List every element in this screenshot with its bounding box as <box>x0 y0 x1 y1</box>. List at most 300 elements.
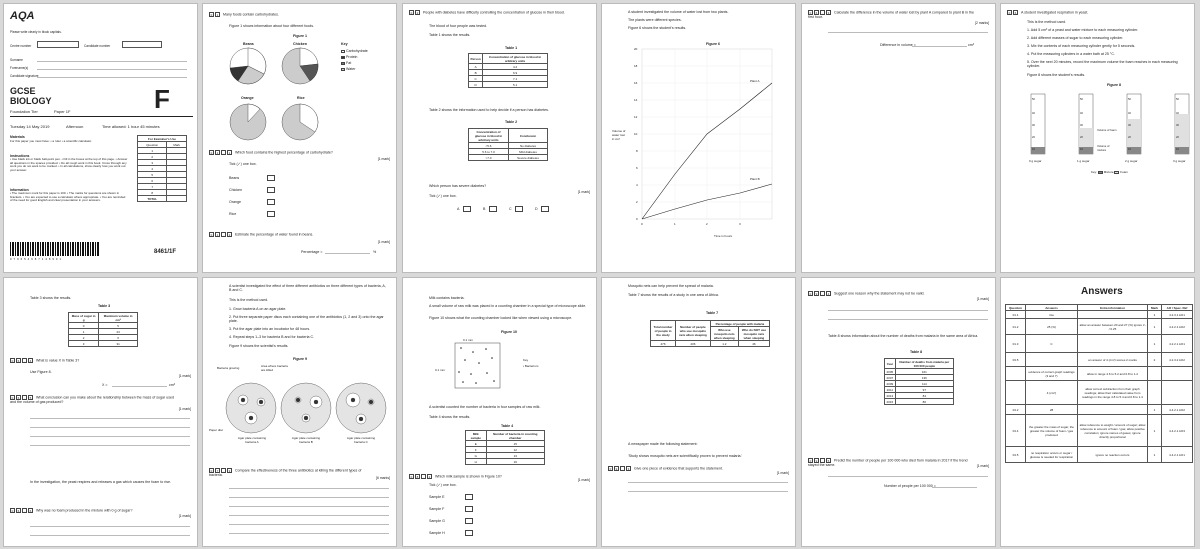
figure-title: Figure 8 <box>1107 83 1121 87</box>
table-title: Table 4 <box>501 424 514 428</box>
table-7 <box>650 320 770 347</box>
key-item: Water <box>346 67 356 71</box>
svg-text:30: 30 <box>1128 124 1131 127</box>
column-header: Number of deaths from malaria per 100 000 people <box>895 359 953 369</box>
method-step: 1. Add 5 cm³ of a yeast and water mixture to each measuring cylinder. <box>1027 28 1139 32</box>
cylinder-label: 2 g sugar <box>1125 159 1138 163</box>
intro-text: Milk contains bacteria. <box>429 296 465 300</box>
table-row: 3 31 <box>69 341 138 347</box>
key-item: Fat <box>346 61 352 65</box>
paper-label: Paper 1F <box>54 109 71 114</box>
table-title: Table 8 <box>910 350 923 354</box>
svg-text:50: 50 <box>1176 98 1179 101</box>
svg-text:16: 16 <box>634 81 638 85</box>
svg-text:20: 20 <box>1032 136 1035 139</box>
svg-text:10: 10 <box>1128 148 1131 151</box>
table-intro: Table 8 shows information about the number of deaths from malaria in the same area of Africa. <box>828 334 979 338</box>
marks: [1 mark] <box>776 471 789 475</box>
table-row: 2009 114 <box>885 381 954 387</box>
subject-gcse: GCSE <box>10 86 36 96</box>
time-allowed: Time allowed: 1 hour 45 minutes <box>102 124 160 129</box>
svg-text:30: 30 <box>1080 124 1083 127</box>
column-header: Number of bacteria in counting chamber <box>486 431 544 441</box>
question-text: Estimate the percentage of water found in beans. <box>235 232 314 237</box>
marks: [1 mark] <box>577 190 590 194</box>
question-number: 0 6 . 3 <box>809 11 830 15</box>
method-step: 3. Mix the contents of each measuring cylinder gently for 5 seconds. <box>1027 44 1136 48</box>
table-2 <box>468 128 548 161</box>
materials-heading: Materials <box>10 135 25 139</box>
centre-number-label: Centre number <box>10 44 32 48</box>
table-row: 2005 161 <box>885 369 954 375</box>
plant-a-label: Plant A <box>750 79 760 83</box>
table-3 <box>68 312 138 347</box>
examiner-row: 6 <box>138 178 167 184</box>
svg-text:30: 30 <box>1032 124 1035 127</box>
cylinder-label: 1 g sugar <box>1077 159 1090 163</box>
svg-text:20: 20 <box>634 47 638 51</box>
table-row: evidence of correct graph readings (3 and 7) allow in range 4.6 to 5.2 and 0.8 to 1.2 <box>1006 367 1193 381</box>
page-antibiotics <box>202 277 397 547</box>
table-row: 04.5 no respiration occurs or sugar / glucose is needed for respiration ignore no reaction occurs 1 4.4.2.1 AO1 <box>1006 447 1193 463</box>
option-label: B <box>483 207 486 211</box>
svg-text:40: 40 <box>1176 112 1179 115</box>
barcode <box>10 242 100 256</box>
figure-intro: Figure 9 shows the scientist's results. <box>229 344 289 348</box>
page-yeast <box>1000 3 1195 273</box>
percentage-answer[interactable] <box>325 253 370 254</box>
column-header: Maximum volume in cm³ <box>99 313 138 323</box>
information-heading: Information <box>10 188 29 192</box>
answer-line[interactable] <box>30 427 190 428</box>
question-number: 0 6 . 6 <box>11 509 32 513</box>
question-text: What is value X in Table 3? <box>36 358 80 363</box>
svg-text:50: 50 <box>1080 98 1083 101</box>
plate-label: Agar plate containing bacteria B <box>291 436 321 444</box>
option-box[interactable] <box>267 187 275 193</box>
svg-text:3: 3 <box>739 222 741 226</box>
question-number: 0 9 . 5 <box>809 459 830 463</box>
svg-text:0: 0 <box>641 222 643 226</box>
option-box[interactable] <box>465 494 473 500</box>
svg-text:40: 40 <box>1128 112 1131 115</box>
page-milk <box>402 277 597 547</box>
foam-label: Volume of foam <box>1097 128 1117 132</box>
table-row: 2007 136 <box>885 375 954 381</box>
column-header: Mass of sugar in g <box>69 313 99 323</box>
marks: [1 mark] <box>976 297 989 301</box>
svg-text:0: 0 <box>636 217 638 221</box>
examiner-row: 4 <box>138 166 167 172</box>
key-swatch <box>1098 171 1103 174</box>
svg-text:8: 8 <box>636 149 638 153</box>
answer-field[interactable] <box>932 487 977 488</box>
svg-text:50: 50 <box>1128 98 1131 101</box>
key-item: Carbohydrate <box>346 49 368 53</box>
page-diabetes <box>402 3 597 273</box>
svg-text:20: 20 <box>1128 136 1131 139</box>
intro-text: A scientist investigated the effect of three different antibiotics on three different types of bacteria, A, B and C. <box>229 284 386 292</box>
yeast-statement: In the investigation, the yeast respires and releases a gas which causes the foam to rise. <box>30 480 172 484</box>
column-header: Question <box>1006 305 1026 311</box>
table-row: 5.6 to 7.0 Mild diabetes <box>469 149 548 155</box>
mixture-label: Volume of mixture <box>1097 144 1110 152</box>
marks: [1 mark] <box>178 407 191 411</box>
svg-text:10: 10 <box>1176 148 1179 151</box>
page-malaria <box>801 277 996 547</box>
column-header: Who use mosquito nets when sleeping <box>710 327 738 341</box>
surname-field[interactable] <box>37 61 187 62</box>
answer-line[interactable] <box>229 515 389 516</box>
column-header: Number of people who use mosquito nets when sleeping <box>676 321 711 341</box>
method-step: 3. Put the agar plate into an incubator for 48 hours. <box>229 327 311 331</box>
table-8 <box>884 358 954 405</box>
column-header: Mark <box>1148 305 1162 311</box>
table-title: Table 1 <box>505 46 518 50</box>
x-unit: cm³ <box>169 383 175 387</box>
key-item: Protein <box>346 55 358 59</box>
intro-text: Mosquito nets can help prevent the spread of malaria. <box>628 284 714 288</box>
table-row: E 15 <box>466 441 545 447</box>
intro-text: The plants were different species. <box>628 18 682 22</box>
answer-line[interactable] <box>828 310 988 311</box>
table-4 <box>465 430 545 465</box>
method-step: 4. Repeat steps 1–3 for bacteria B and for bacteria C. <box>229 335 315 339</box>
question-number: 0 7 . 3 <box>210 469 231 473</box>
answer-line[interactable] <box>30 535 190 536</box>
svg-text:20: 20 <box>1080 136 1083 139</box>
column-header: Year <box>885 359 896 369</box>
option-label: Sample G <box>429 519 445 523</box>
svg-text:6: 6 <box>636 166 638 170</box>
examiner-mark-col: Mark <box>167 142 187 148</box>
x-answer[interactable] <box>112 386 167 387</box>
table-row: A 4.2 <box>469 64 548 70</box>
key-swatch <box>341 62 345 65</box>
option-label: Sample E <box>429 495 445 499</box>
intro-text: Many foods contain carbohydrates. <box>223 12 279 17</box>
column-header: Concentration of glucose in blood in arbitrary units <box>483 54 548 64</box>
question-text: Compare the effectiveness of the three antibiotics at killing the different types of bacteria. <box>209 468 362 477</box>
question-text: Give one piece of evidence that supports the statement. <box>634 466 723 471</box>
intro-text: People with diabetes have difficulty controlling the concentration of glucose in their blood. <box>423 10 565 15</box>
question-number: 0 6 . 4 <box>11 359 32 363</box>
marks: [2 marks] <box>975 21 989 25</box>
marks: [1 mark] <box>377 157 390 161</box>
question-text: Calculate the difference in the volume of water lost by plant A compared to plant B in the first hour. <box>808 10 974 19</box>
svg-text:10: 10 <box>1032 148 1035 151</box>
answers-title: Answers <box>1081 286 1123 297</box>
paper-code: 8461/1F <box>154 249 177 255</box>
column-header: Person <box>469 54 483 64</box>
tick-instruction: Tick (✓) one box. <box>429 194 457 198</box>
option-label: Sample F <box>429 507 445 511</box>
answer-line[interactable] <box>30 445 190 446</box>
paper-disc-label: Paper disc <box>209 428 224 432</box>
forenames-field[interactable] <box>37 69 187 70</box>
column-header: Total number of people in the study <box>651 321 676 341</box>
option-label: C <box>509 207 512 211</box>
answer-field[interactable] <box>912 46 967 47</box>
column-header: Concentration of glucose in blood in arbitrary units <box>469 129 509 143</box>
percentage-unit: % <box>373 250 377 254</box>
examiner-row: 8 <box>138 190 167 196</box>
surname-label: Surname <box>10 58 23 62</box>
option-label: A <box>457 207 460 211</box>
figure-intro: Figure 8 shows the student's results. <box>1027 73 1086 77</box>
table-row: B 6.9 <box>469 70 548 76</box>
answer-line[interactable] <box>229 524 389 525</box>
option-box[interactable] <box>515 206 523 212</box>
table-row: 2 X <box>69 335 138 341</box>
figure-title: Figure 6 <box>706 42 720 46</box>
block-capitals-prompt: Please write clearly in block capitals. <box>10 30 62 34</box>
svg-text:50: 50 <box>1032 98 1035 101</box>
marks: [1 mark] <box>178 374 191 378</box>
scale-label-top: 0.1 mm <box>463 338 474 342</box>
counting-chamber <box>403 278 597 408</box>
method-label: This is the method used. <box>1027 20 1067 24</box>
answer-label: Difference in volume = <box>880 43 916 47</box>
key-item: Mixture <box>1103 170 1114 174</box>
question-text: Why was no foam produced in the mixture with 0 g of sugar? <box>36 508 133 513</box>
method-step: 2. Put three separate paper discs each containing one of the antibiotics (1, 2 and 3) onto the agar plate. <box>229 315 384 323</box>
option-box[interactable] <box>463 206 471 212</box>
examiner-heading: For Examiner's Use <box>138 136 187 142</box>
column-header: Extra information <box>1078 305 1148 311</box>
question-text: What conclusion can you make about the relationship between the mass of sugar used and the volume of gas produced? <box>10 395 175 404</box>
water-loss-graph <box>602 4 796 244</box>
svg-text:40: 40 <box>1080 112 1083 115</box>
option-label: Beans <box>229 176 240 180</box>
examiner-table <box>137 135 187 202</box>
materials-text: For this paper you must have: • a ruler • a scientific calculator. <box>10 139 92 143</box>
newspaper-intro: A newspaper made the following statement: <box>628 442 698 446</box>
option-label: Rice <box>229 212 237 216</box>
page-water-loss <box>601 3 796 273</box>
table-title: Table 2 <box>505 120 518 124</box>
page-foods <box>202 3 397 273</box>
marks: [1 mark] <box>976 464 989 468</box>
intro-text: A student investigated respiration in yeast. <box>1021 10 1089 15</box>
answer-line[interactable] <box>30 526 190 527</box>
subject-biology: BIOLOGY <box>10 96 52 106</box>
cover-page <box>3 3 198 273</box>
table-intro: Table 4 shows the results. <box>429 415 471 419</box>
food-label: Beans <box>243 42 254 46</box>
column-header: AO / Spec. Ref <box>1162 305 1193 311</box>
option-box[interactable] <box>465 506 473 512</box>
option-box[interactable] <box>465 518 473 524</box>
table-row: 476 436 1.2 46 <box>651 341 770 347</box>
option-label: D <box>535 207 538 211</box>
table-row: 03.5 an answer of 4 (cm³) scores 2 marks 2 4.2.3.2 AO2 <box>1006 353 1193 367</box>
tick-instruction: Tick (✓) one box. <box>429 483 457 487</box>
pie-rice <box>282 104 318 140</box>
option-label: Orange <box>229 200 241 204</box>
table-row: 01.3 C 1 4.2.2.1 AO1 <box>1006 335 1193 353</box>
svg-text:20: 20 <box>1176 136 1179 139</box>
svg-text:14: 14 <box>634 98 638 102</box>
svg-text:12: 12 <box>634 115 638 119</box>
intro-text: Figure 6 shows the student's results. <box>628 26 687 30</box>
table-row: 2015 80 <box>885 399 954 405</box>
answer-line[interactable] <box>628 482 788 483</box>
svg-text:1: 1 <box>674 222 676 226</box>
table-title: Table 3 <box>98 304 111 308</box>
table-row: <5.6 No diabetes <box>469 143 548 149</box>
question-number: 0 6 . 5 <box>11 396 32 400</box>
signature-field[interactable] <box>37 77 187 78</box>
examiner-total: TOTAL <box>138 196 167 202</box>
scale-label-side: 0.1 mm <box>435 368 446 372</box>
column-header: Percentage of people with malaria <box>710 321 769 327</box>
food-label: Chicken <box>293 42 307 46</box>
method-label: This is the method used. <box>229 298 269 302</box>
table-row: 4 (cm³) allow correct subtraction from their graph readings; allow their calculated value from readings in the range 4.8 to 5.4 and 0.8 to 1.4 <box>1006 381 1193 405</box>
table-row: 04.4 the greater the mass of sugar, the greater the volume of foam / gas produced allow reference to weight / amount of sugar; allow reference to amount of foam / gas; allow positive correlation; ignore names of gases; ignore directly proportional 1 4.4.2.1 AO3 <box>1006 415 1193 447</box>
answers-table <box>1005 304 1193 463</box>
key-title: Key <box>341 42 348 46</box>
table-row: F 12 <box>466 447 545 453</box>
plate-label: Agar plate containing bacteria C <box>346 436 376 444</box>
svg-text:10: 10 <box>634 132 638 136</box>
plant-b-label: Plant B <box>750 177 760 181</box>
key-title: Key: <box>1091 170 1098 174</box>
table-intro: Table 1 shows the results. <box>429 33 471 37</box>
option-box[interactable] <box>465 530 473 536</box>
marks: [1 mark] <box>377 240 390 244</box>
pie-charts <box>203 4 397 164</box>
table-row: D 5.1 <box>469 82 548 88</box>
examiner-row: 1 <box>138 148 167 154</box>
examiner-row: 2 <box>138 154 167 160</box>
food-label: Orange <box>241 96 254 100</box>
question-number: 0 9 . 3 <box>609 467 630 471</box>
question-text: Suggest one reason why the statement may not be valid. <box>834 291 925 296</box>
candidate-number-field[interactable] <box>122 41 162 48</box>
method-step: 2. Add different masses of sugar to each measuring cylinder. <box>1027 36 1124 40</box>
question-number: 0 6 <box>1008 11 1017 15</box>
table-row: 01.1 rice 1 4.2.3.1 AO1 <box>1006 311 1193 319</box>
instruction-text: Use Figure 8. <box>30 370 52 374</box>
cylinder-label: 3 g sugar <box>1173 159 1186 163</box>
option-box[interactable] <box>541 206 549 212</box>
tested-text: The blood of four people was tested. <box>429 24 488 28</box>
cylinder-label: 0 g sugar <box>1029 159 1042 163</box>
svg-text:30: 30 <box>1176 124 1179 127</box>
working-line[interactable] <box>828 476 988 477</box>
column-header: Who do NOT use mosquito nets when sleeping <box>738 327 769 341</box>
working-line[interactable] <box>828 32 988 33</box>
table-intro: Table 2 shows the information used to help decide if a person has diabetes. <box>429 108 549 112</box>
barcode-number: 0 7 9 6 5 4 6 8 7 1 4 8 9 0 1 <box>10 257 62 261</box>
method-step: 1. Grow bacteria A on an agar plate. <box>229 307 287 311</box>
x-label: X = <box>102 383 108 387</box>
page-calculate <box>801 3 996 273</box>
answer-line[interactable] <box>828 319 988 320</box>
key-swatch <box>341 68 345 71</box>
method-step: 5. Over the next 20 minutes, record the maximum volume the foam reaches in each measuring cylinder. <box>1027 60 1178 68</box>
option-box[interactable] <box>267 211 275 217</box>
figure-title: Figure 1 <box>293 34 307 38</box>
table-intro: Table 7 shows the results of a study in one area of Africa. <box>628 293 719 297</box>
column-header: Answers <box>1026 305 1078 311</box>
question-text: Which person has severe diabetes? <box>429 184 487 188</box>
intro-text: A small volume of raw milk was placed in a counting chamber in a special type of microscope slide. <box>429 304 587 308</box>
marks: [1 mark] <box>577 478 590 482</box>
pie-beans <box>230 48 266 84</box>
marks: [6 marks] <box>376 476 390 480</box>
question-text: Which milk sample is shown in Figure 10? <box>435 474 502 479</box>
answer-label: Number of people per 100 000 = <box>884 484 936 488</box>
table-row: >7.0 Severe diabetes <box>469 155 548 161</box>
question-number: 0 2 <box>410 11 419 15</box>
question-number: 0 9 . 4 <box>809 292 830 296</box>
cylinders-figure <box>1001 4 1195 179</box>
table-intro: Table 3 shows the results. <box>30 296 72 300</box>
figure-title: Figure 9 <box>293 357 307 361</box>
table-row: 0 5 <box>69 323 138 329</box>
signature-label: Candidate signature <box>10 74 39 78</box>
answer-line[interactable] <box>229 533 389 534</box>
question-number: 0 8 . 2 <box>410 475 431 479</box>
instructions-text: • Use black ink or black ball-point pen. • Fill in the boxes at the top of this page. • Answer all questions in the spaces provided. • Do all rough work in this book. Cross through any work you do not want to be marked. • In all calculations, show clearly how you work out your answer. <box>10 157 128 172</box>
centre-number-field[interactable] <box>37 41 79 48</box>
page-answers <box>1000 277 1195 547</box>
option-box[interactable] <box>267 199 275 205</box>
newspaper-quote: 'Study shows mosquito nets are scientifically proven to prevent malaria.' <box>628 454 743 458</box>
examiner-row: 5 <box>138 172 167 178</box>
pie-orange <box>230 104 266 140</box>
divider <box>10 116 193 117</box>
answer-line[interactable] <box>30 436 190 437</box>
svg-text:2: 2 <box>706 222 708 226</box>
option-box[interactable] <box>489 206 497 212</box>
examiner-row: 3 <box>138 160 167 166</box>
percentage-label: Percentage = <box>301 250 323 254</box>
answer-line[interactable] <box>628 491 788 492</box>
page-mosquito <box>601 277 796 547</box>
table-row: 04.2 28 1 4.4.2.1 AO2 <box>1006 405 1193 415</box>
intro-text: Figure 10 shows what the counting chamber looked like when viewed using a microscope. <box>429 316 573 320</box>
option-label: Chicken <box>229 188 242 192</box>
figure-title: Figure 10 <box>501 330 517 334</box>
table-title: Table 7 <box>706 311 719 315</box>
key-item: Foam <box>1120 170 1128 174</box>
page-yeast-results <box>3 277 198 547</box>
option-box[interactable] <box>267 175 275 181</box>
table-row: 1 23 <box>69 329 138 335</box>
answer-line[interactable] <box>229 497 389 498</box>
pie-chicken <box>282 48 318 84</box>
key-swatch <box>1114 171 1119 174</box>
table-row: C 7.1 <box>469 76 548 82</box>
answer-line[interactable] <box>30 418 190 419</box>
exam-date: Tuesday 14 May 2019 <box>10 124 50 129</box>
option-label: Sample H <box>429 531 445 535</box>
aqa-logo: AQA <box>10 10 35 22</box>
plate-label: Agar plate containing bacteria A <box>237 436 267 444</box>
information-text: • The maximum mark for this paper is 100. • The marks for questions are shown in brackets. • You are expected to use a calculator where appropriate. • You are reminded of the need for good English and clear presentation in your answers. <box>10 191 126 203</box>
figure-intro: Figure 1 shows information about four different foods. <box>229 24 315 28</box>
answer-line[interactable] <box>229 506 389 507</box>
food-label: Rice <box>297 96 305 100</box>
answer-line[interactable] <box>229 488 389 489</box>
tick-instruction: Tick (✓) one box. <box>229 162 257 166</box>
table-row: 2013 84 <box>885 393 954 399</box>
question-number: 0 1 <box>210 13 219 17</box>
